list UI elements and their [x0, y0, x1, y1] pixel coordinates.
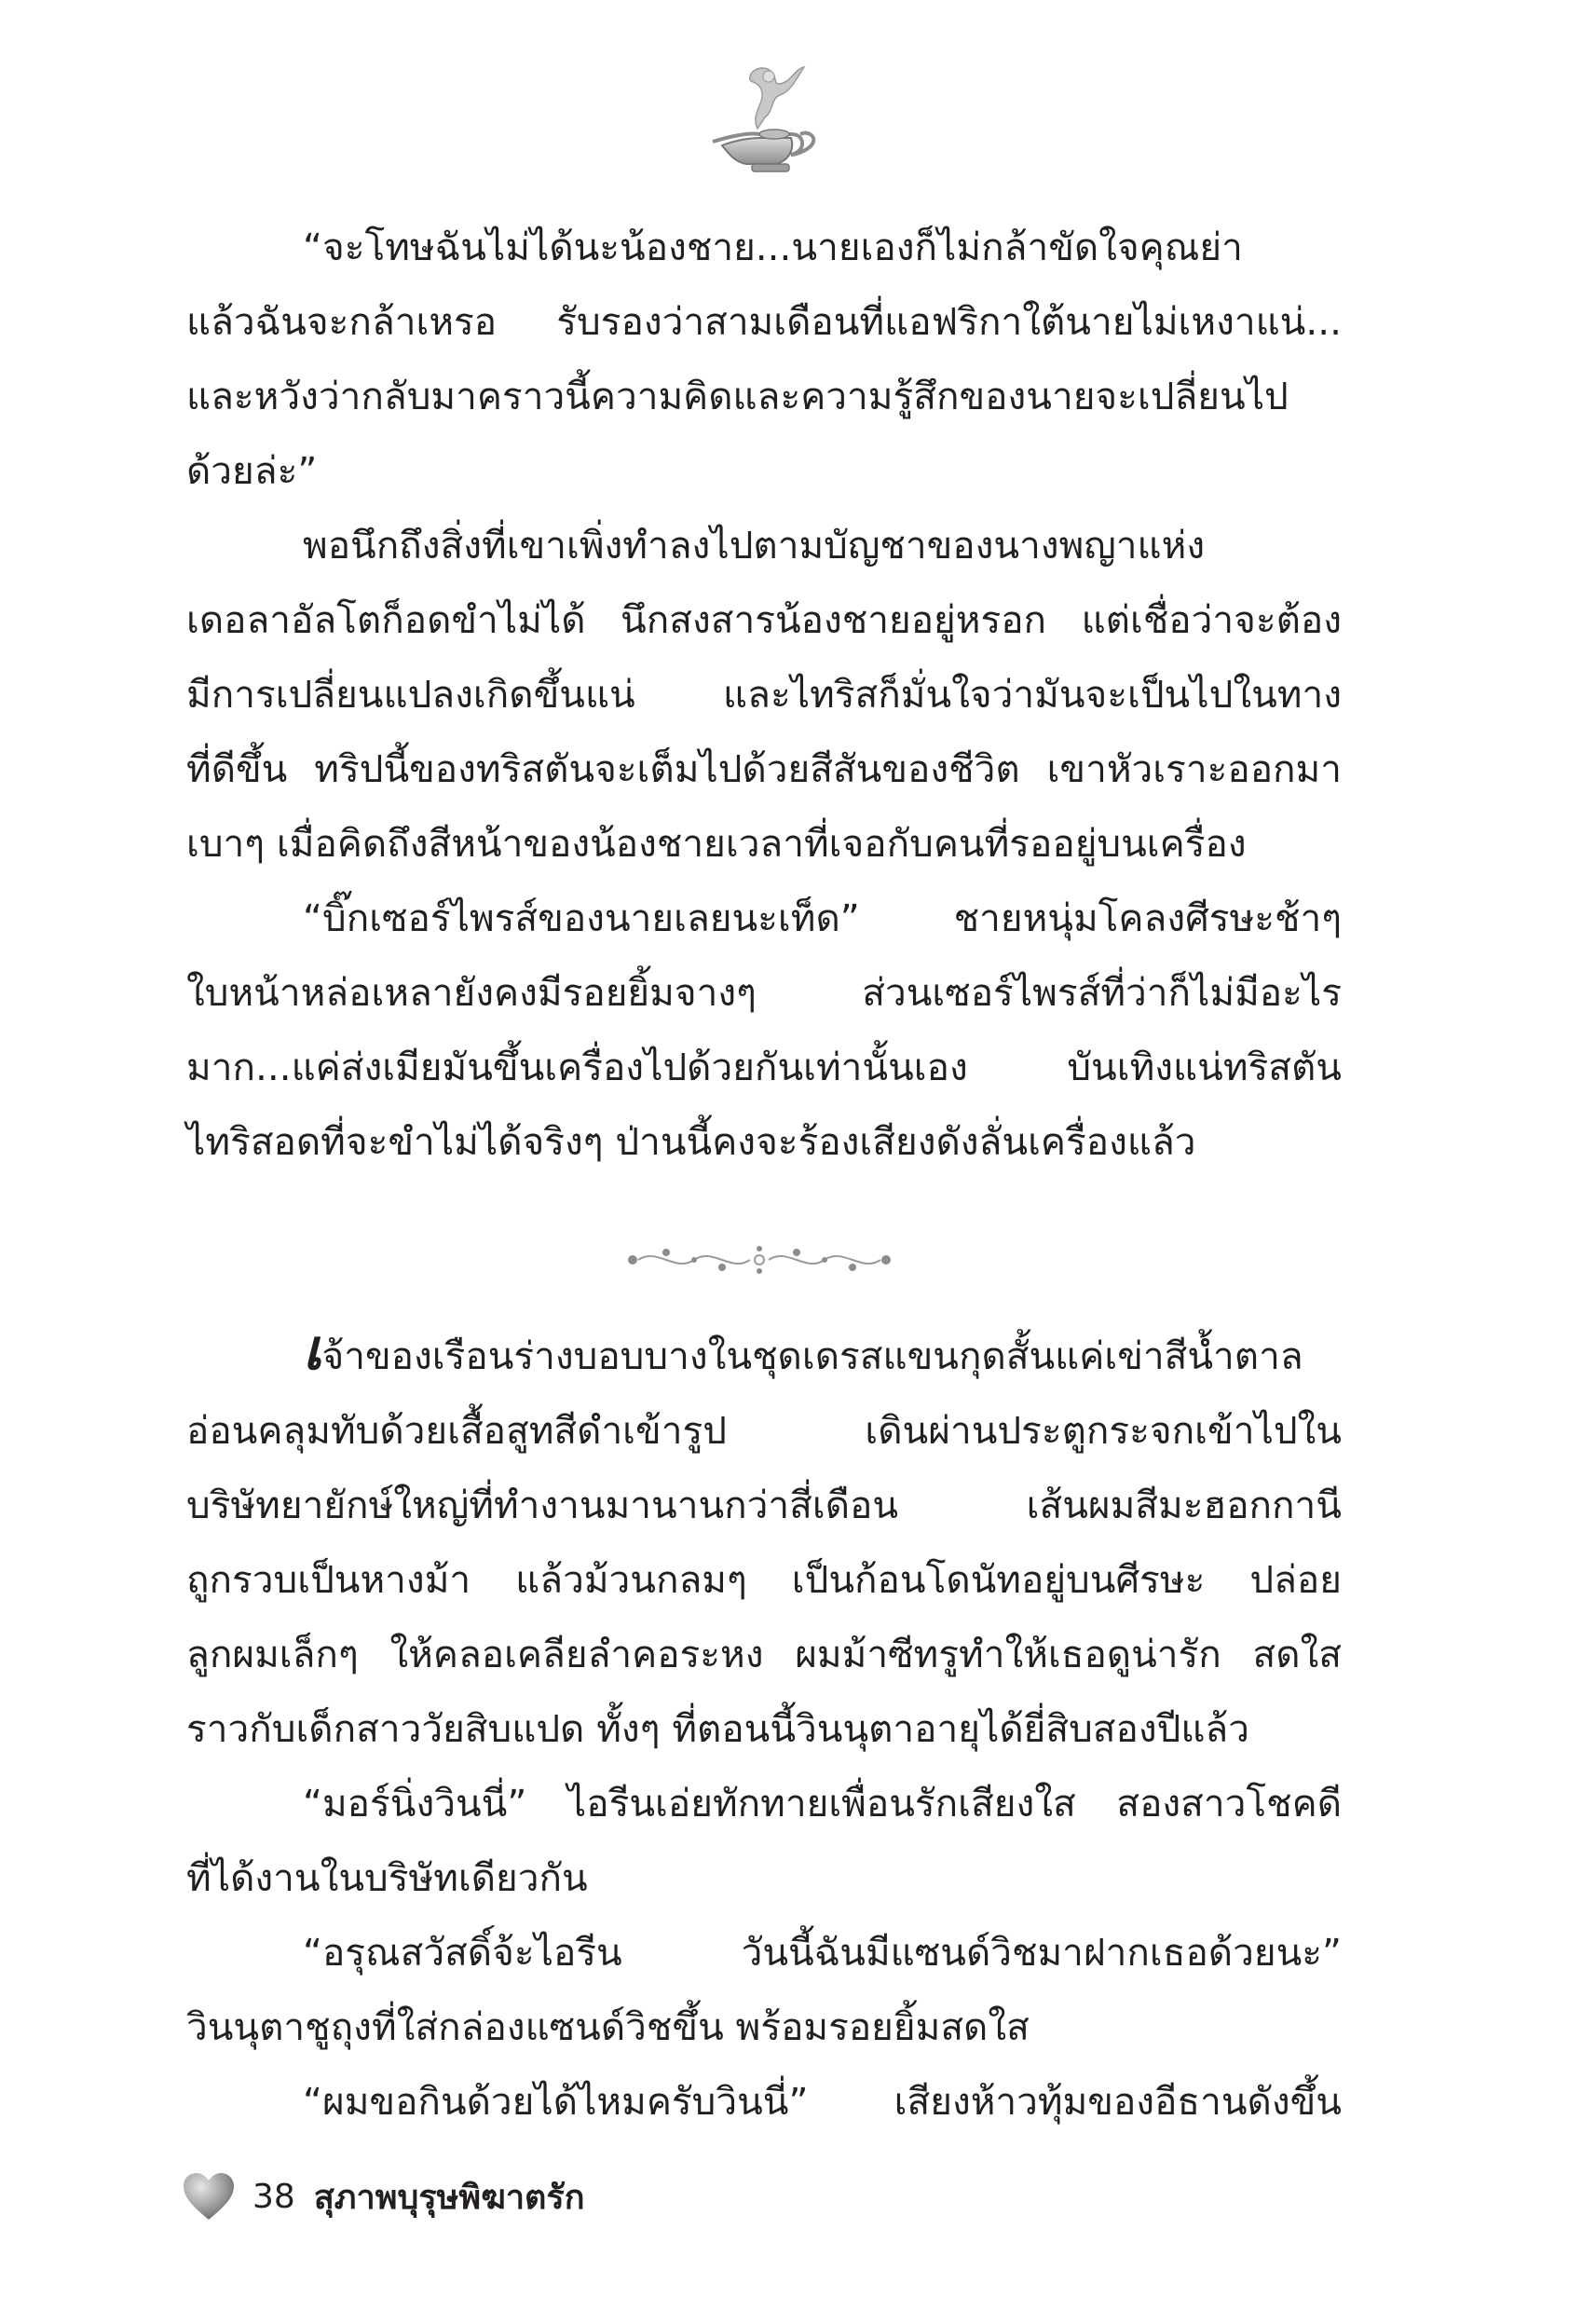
text-line: “ผมขอกินด้วยได้ไหมครับวินนี่” เสียงห้าวทุ้มของอีธานดังขึ้น — [303, 2079, 1342, 2124]
text-line: “อรุณสวัสดิ์จ้ะไอรีน วันนี้ฉันมีแซนด์วิชมาฝากเธอด้วยนะ” — [303, 1930, 1342, 1975]
book-title: สุภาพบุรุษพิฆาตรัก — [313, 2178, 585, 2217]
heart-icon — [182, 2171, 236, 2222]
text-line: ด้วยล่ะ” — [186, 448, 318, 493]
text-line: “มอร์นิ่งวินนี่” ไอรีนเอ่ยทักทายเพื่อนรักเสียงใส สองสาวโชคดี — [303, 1781, 1342, 1826]
text-line: มาก...แค่ส่งเมียมันขึ้นเครื่องไปด้วยกันเท่านั้นเอง บันเทิงแน่ทริสตัน — [186, 1045, 1342, 1089]
text-line: ใบหน้าหล่อเหลายังคงมีรอยยิ้มจางๆ ส่วนเซอร์ไพรส์ที่ว่าก็ไม่มีอะไร — [186, 970, 1342, 1015]
text-line: แล้วฉันจะกล้าเหรอ รับรองว่าสามเดือนที่แอฟริกาใต้นายไม่เหงาแน่... — [186, 299, 1342, 344]
text-line: ที่ได้งานในบริษัทเดียวกัน — [186, 1855, 588, 1900]
drop-cap: เ — [303, 1318, 322, 1383]
text-line: อ่อนคลุมทับด้วยเสื้อสูทสีดำเข้ารูป เดินผ่านประตูกระจกเข้าไปใน — [186, 1408, 1342, 1453]
floral-divider-icon — [620, 1239, 899, 1277]
text-line: ถูกรวบเป็นหางม้า แล้วม้วนกลมๆ เป็นก้อนโดนัทอยู่บนศีรษะ ปล่อย — [186, 1557, 1342, 1602]
text-line: ราวกับเด็กสาววัยสิบแปด ทั้งๆ ที่ตอนนี้วินนุตาอายุได้ยี่สิบสองปีแล้ว — [186, 1706, 1249, 1751]
text-line: “จะโทษฉันไม่ได้นะน้องชาย...นายเองก็ไม่กล้าขัดใจคุณย่า — [303, 225, 1243, 269]
genie-lamp-ornament-icon — [694, 56, 825, 182]
paragraph-block-2 — [186, 1319, 1342, 2139]
page-number: 38 — [252, 2177, 295, 2216]
text-line: พอนึกถึงสิ่งที่เขาเพิ่งทำลงไปตามบัญชาของนางพญาแห่ง — [303, 523, 1206, 567]
text-line: ลูกผมเล็กๆ ให้คลอเคลียลำคอระหง ผมม้าซีทรูทำให้เธอดูน่ารัก สดใส — [186, 1632, 1342, 1676]
text-line-rest: จ้าของเรือนร่างบอบบางในชุดเดรสแขนกุดสั้นแค่เข่าสีน้ำตาล — [321, 1333, 1303, 1378]
text-line: ที่ดีขึ้น ทริปนี้ของทริสตันจะเต็มไปด้วยสีสันของชีวิต เขาหัวเราะออกมา — [186, 746, 1342, 791]
text-line: เดอลาอัลโตก็อดขำไม่ได้ นึกสงสารน้องชายอยู่หรอก แต่เชื่อว่าจะต้อง — [186, 597, 1342, 642]
text-line: บริษัทยายักษ์ใหญ่ที่ทำงานมานานกว่าสี่เดือน เส้นผมสีมะฮอกกานี — [186, 1483, 1342, 1527]
text-line — [186, 1319, 1342, 1393]
text-line: ไทริสอดที่จะขำไม่ได้จริงๆ ป่านนี้คงจะร้องเสียงดังลั่นเครื่องแล้ว — [186, 1119, 1196, 1164]
text-line: วินนุตาชูถุงที่ใส่กล่องแซนด์วิชขึ้น พร้อมรอยยิ้มสดใส — [186, 2004, 1030, 2049]
text-line: เบาๆ เมื่อคิดถึงสีหน้าของน้องชายเวลาที่เจอกับคนที่รออยู่บนเครื่อง — [186, 821, 1247, 866]
page-footer — [182, 2164, 585, 2229]
paragraph-block-1 — [186, 210, 1342, 1179]
text-line: มีการเปลี่ยนแปลงเกิดขึ้นแน่ และไทริสก็มั่นใจว่ามันจะเป็นไปในทาง — [186, 672, 1342, 717]
text-line: และหวังว่ากลับมาคราวนี้ความคิดและความรู้สึกของนายจะเปลี่ยนไป — [186, 374, 1289, 418]
text-line: “บิ๊กเซอร์ไพรส์ของนายเลยนะเท็ด” ชายหนุ่มโคลงศีรษะช้าๆ — [303, 896, 1342, 940]
